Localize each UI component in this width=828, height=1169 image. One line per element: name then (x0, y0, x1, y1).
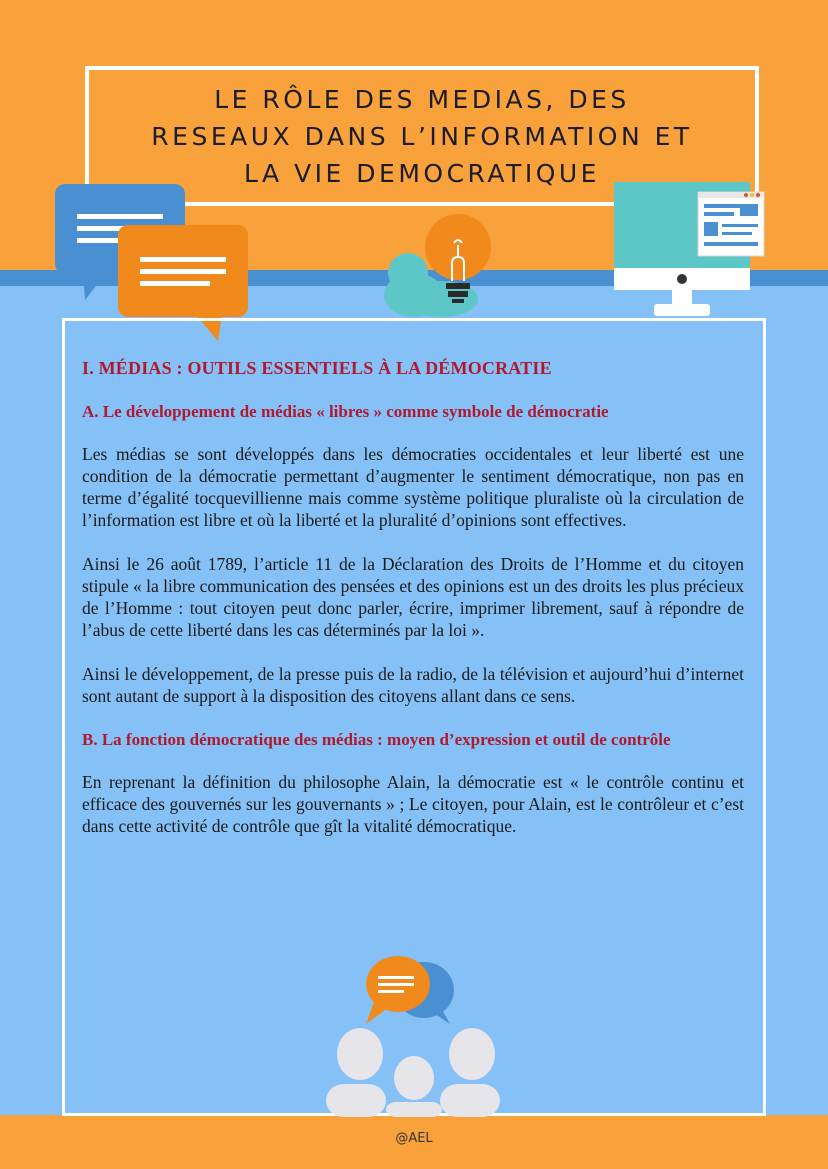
title-line-2: RESEAUX DANS L’INFORMATION ET (151, 121, 693, 151)
subsection-a-heading: A. Le développement de médias « libres » comme symbole de démocratie (82, 402, 609, 421)
paragraph-b-1: En reprenant la définition du philosophe Alain, la démocratie est « le contrôle continu et efficace des gouvernés sur les gouvernants » ; Le citoyen, pour Alain, est le contrôleur et c’est dans cette activité de contrôle que gît la vitalité démocratique. (82, 772, 744, 836)
footer-credit: @AEL (395, 1131, 433, 1146)
title-line-1: LE RÔLE DES MEDIAS, DES (214, 84, 630, 114)
subsection-b-heading: B. La fonction démocratique des médias : moyen d’expression et outil de contrôle (82, 730, 671, 749)
section-heading: I. MÉDIAS : OUTILS ESSENTIELS À LA DÉMOCRATIE (82, 358, 552, 378)
page-title (151, 81, 692, 192)
monitor-icon (614, 182, 768, 322)
paragraph-a-3: Ainsi le développement, de la presse puis de la radio, de la télévision et aujourd’hui d’internet sont autant de support à la disposition des citoyens allant dans ce sens. (82, 664, 744, 706)
people-chat-icon (322, 952, 504, 1117)
title-line-3: LA VIE DEMOCRATIQUE (244, 158, 600, 188)
lightbulb-cloud-icon (382, 213, 494, 319)
paragraph-a-2: Ainsi le 26 août 1789, l’article 11 de la Déclaration des Droits de l’Homme et du citoyen stipule « la libre communication des pensées et des opinions est un des droits les plus précieux de l’Homme : tout citoyen peut donc parler, écrire, imprimer librement, sauf à répondre de l’abus de cette liberté dans les cas déterminés par la loi ». (82, 554, 744, 640)
paragraph-a-1: Les médias se sont développés dans les démocraties occidentales et leur liberté est une condition de la démocratie permettant d’augmenter le sentiment démocratique, non pas en terme d’égalité tocquevillienne mais comme système politique pluraliste où la circulation de l’information est libre et où la liberté et la pluralité d’opinions sont effectives. (82, 444, 744, 530)
article-body (82, 350, 744, 837)
